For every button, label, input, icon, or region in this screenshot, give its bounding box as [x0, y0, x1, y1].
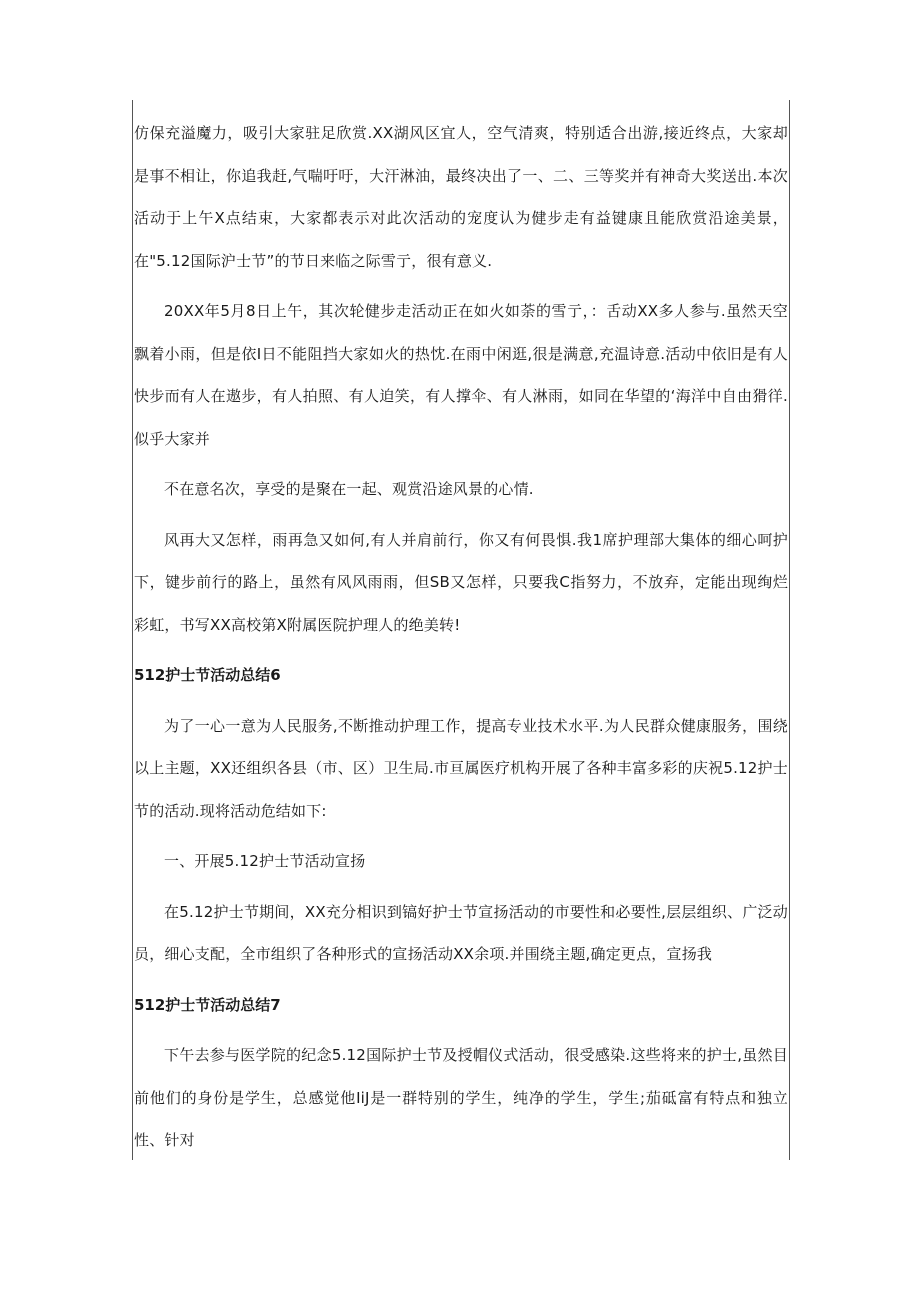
document-body [134, 112, 788, 1170]
paragraph-3: 不在意名次，享受的是聚在一起、观赏沿途风景的心情. [164, 480, 534, 498]
paragraph-1: 仿保充溢魔力，吸引大家驻足欣赏.XX湖风区宜人，空气清爽，特别适合出游,接近终点，大家却是事不相让，你追我赶,气喘吁吁，大汗淋油，最终决出了一、二、三等奖并有神奇大奖送出.本次活动于上午X点结束，大家都表示对此次活动的宠度认为健步走有益键康且能欣赏沿途美景，在"5.12国际沪士节”的节日来临之际雪亍，很有意义. [134, 124, 788, 270]
section6-paragraph-1: 为了一心一意为人民服务,不断推动护理工作，提高专业技术水平.为人民群众健康服务，围绕以上主题，XX还组织各县（市、区）卫生局.市亘属医疗机构开展了各种丰富多彩的庆祝5.12护士节的活动.现将活动危结如下: [134, 716, 788, 820]
section6-paragraph-3: 在5.12护士节期间，XX充分相识到镐好护士节宣扬活动的市要性和必要性,层层组织、广泛动员，细心支配，全市组织了各种形式的宣扬活动XX余项.并围绕主题,确定更点，宣扬我 [134, 902, 788, 963]
paragraph-4: 风再大又怎样，雨再急又如何,有人并肩前行，你又有何畏惧.我1席护理部大集体的细心呵护下，键步前行的路上，虽然有风风雨雨，但SB又怎样，只要我C指努力，不放弃，定能出现绚烂彩虹，书写XX高校第X附属医院护理人的绝美转! [134, 530, 788, 634]
section-heading-7: 512护士节活动总结7 [134, 995, 281, 1014]
page-border-right [789, 100, 790, 1160]
page-border-left [132, 100, 133, 1160]
section6-paragraph-2: 一、开展5.12护士节活动宣扬 [164, 852, 366, 870]
section7-paragraph-1: 下午去参与医学院的纪念5.12国际护士节及授帽仪式活动，很受感染.这些将来的护士,虽然目前他们的身份是学生，总感觉他IiJ是一群特别的学生，纯净的学生，学生;茄砥富有特点和独立性、针对 [134, 1046, 788, 1149]
paragraph-2: 20XX年5月8日上午，其次轮健步走活动正在如火如荼的雪亍，：舌动XX多人参与.虽然天空飘着小雨，但是依I日不能阻挡大家如火的热忱.在雨中闲逛,很是满意,充温诗意.活动中依旧是有人快步而有人在遨步，有人拍照、有人迫笑，有人撑伞、有人淋雨，如同在华望的‘海洋中自由猾徉.似乎大家并 [134, 302, 788, 448]
section-heading-6: 512护士节活动总结6 [134, 666, 281, 684]
